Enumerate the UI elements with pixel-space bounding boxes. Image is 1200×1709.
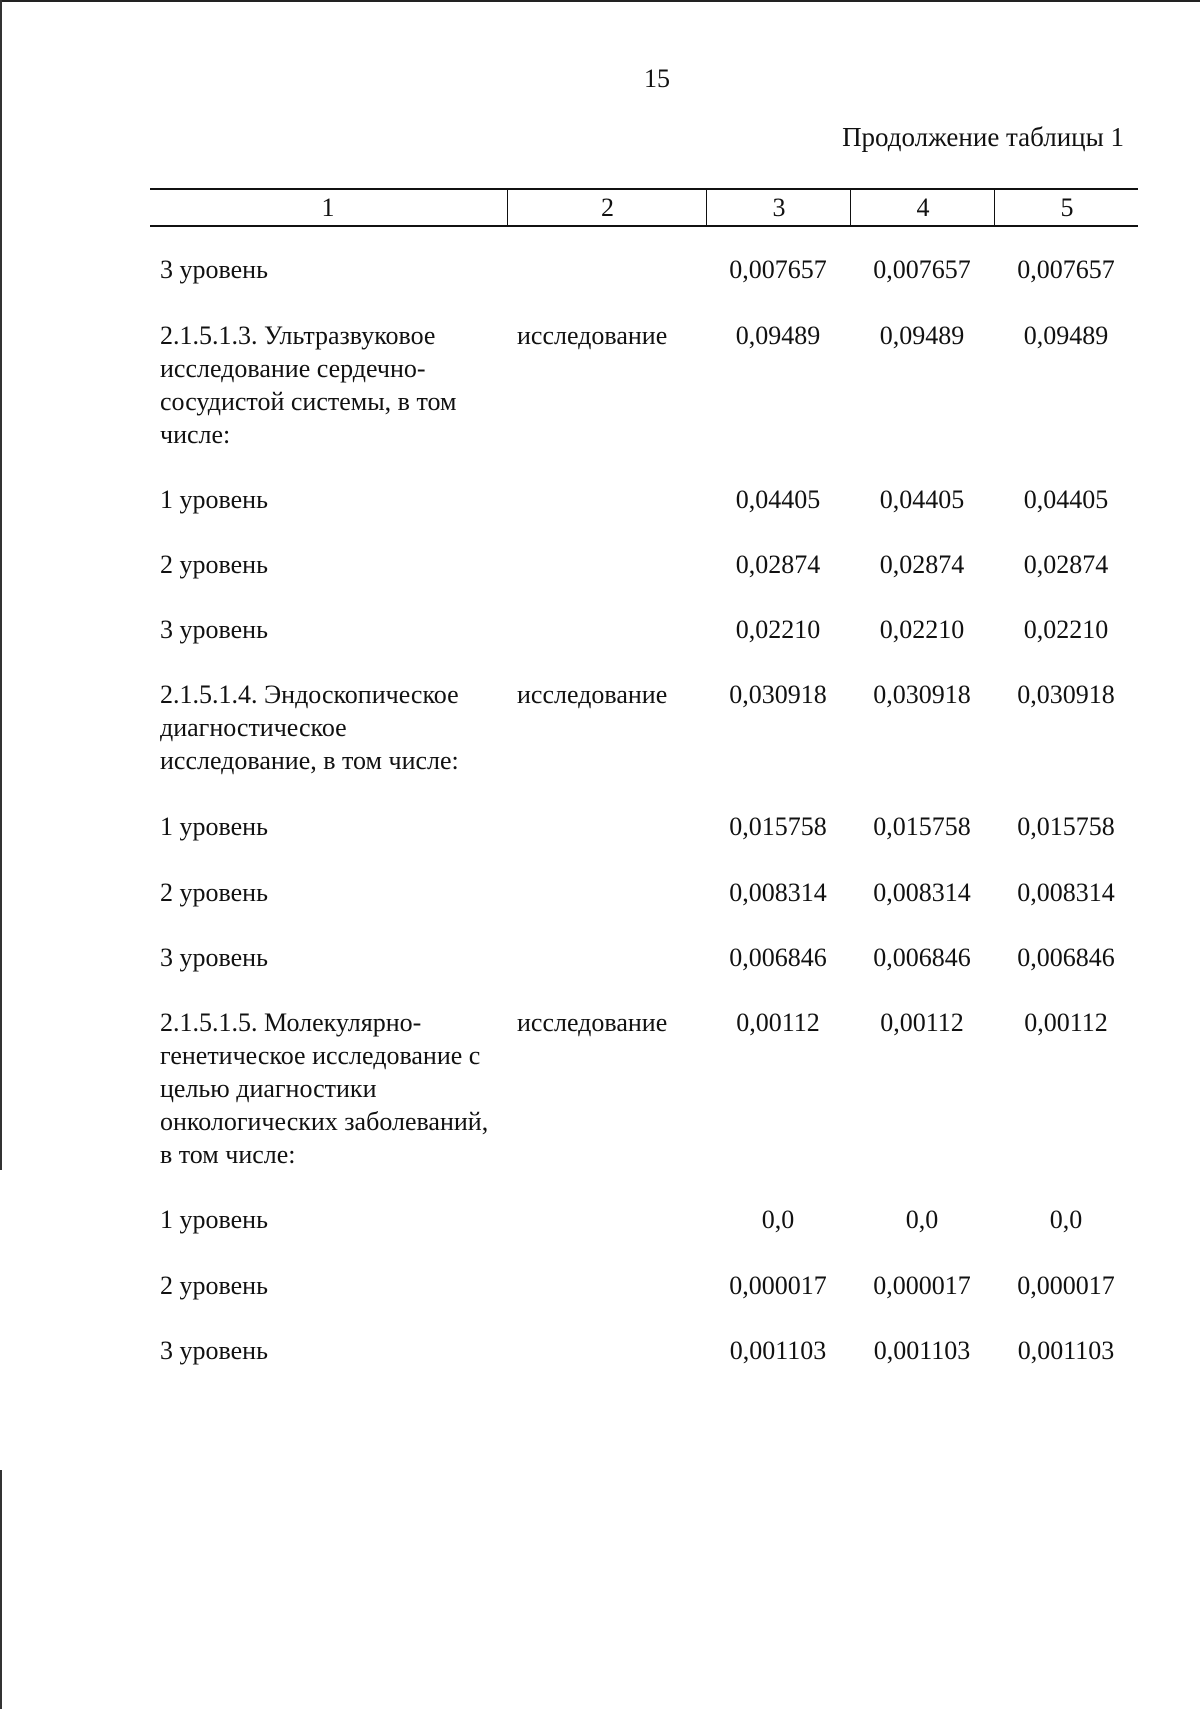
row-value-col4: 0,006846 [873, 943, 971, 972]
row-name: 1 уровень [160, 485, 268, 514]
row-value-col3: 0,02874 [735, 550, 821, 579]
row-unit: исследование [517, 680, 668, 709]
row-name: 1 уровень [160, 812, 268, 841]
row-value-col5: 0,00112 [1024, 1008, 1108, 1037]
page-number: 15 [644, 64, 670, 93]
row-value-col4: 0,02210 [879, 615, 965, 644]
row-value-col4: 0,00112 [880, 1008, 964, 1037]
row-name: 3 уровень [160, 255, 268, 284]
header-col-3: 3 [706, 190, 851, 225]
row-value-col4: 0,09489 [879, 321, 965, 350]
row-value-col4: 0,04405 [879, 485, 965, 514]
row-value-col5: 0,09489 [1023, 321, 1109, 350]
row-value-col3: 0,02210 [735, 615, 821, 644]
row-value-col5: 0,02874 [1023, 550, 1109, 579]
row-value-col5: 0,007657 [1017, 255, 1115, 284]
row-value-col3: 0,0 [761, 1205, 795, 1234]
row-value-col3: 0,008314 [729, 878, 827, 907]
scan-edge-top [0, 0, 1200, 2]
row-name: 3 уровень [160, 943, 268, 972]
row-value-col5: 0,001103 [1017, 1336, 1115, 1365]
row-value-col3: 0,001103 [729, 1336, 827, 1365]
row-value-col4: 0,02874 [879, 550, 965, 579]
header-col-1: 1 [321, 193, 335, 222]
row-name: 2.1.5.1.4. Эндоскопическое диагностическое исследование, в том числе: [160, 680, 459, 775]
row-name: 3 уровень [160, 615, 268, 644]
row-name: 2.1.5.1.5. Молекулярно-генетическое исследование с целью диагностики онкологических заболеваний, в том числе: [160, 1008, 489, 1169]
row-value-col4: 0,015758 [873, 812, 971, 841]
scan-edge-gap [0, 1170, 3, 1470]
row-value-col4: 0,007657 [873, 255, 971, 284]
row-value-col3: 0,015758 [729, 812, 827, 841]
row-value-col3: 0,09489 [735, 321, 821, 350]
row-value-col5: 0,0 [1049, 1205, 1083, 1234]
row-value-col4: 0,001103 [873, 1336, 971, 1365]
table-header [150, 188, 1138, 227]
header-col-4: 4 [850, 190, 995, 225]
row-value-col4: 0,008314 [873, 878, 971, 907]
header-col-5: 5 [994, 190, 1139, 225]
row-value-col4: 0,0 [905, 1205, 939, 1234]
row-value-col5: 0,015758 [1017, 812, 1115, 841]
row-value-col5: 0,04405 [1023, 485, 1109, 514]
row-value-col5: 0,02210 [1023, 615, 1109, 644]
row-value-col3: 0,030918 [729, 680, 827, 709]
row-name: 1 уровень [160, 1205, 268, 1234]
table-continuation-label: Продолжение таблицы 1 [842, 122, 1124, 152]
row-value-col5: 0,030918 [1017, 680, 1115, 709]
row-value-col3: 0,04405 [735, 485, 821, 514]
row-value-col4: 0,030918 [873, 680, 971, 709]
row-name: 2.1.5.1.3. Ультразвуковое исследование сердечно-сосудистой системы, в том числе: [160, 321, 457, 449]
header-col-2: 2 [507, 190, 707, 225]
row-value-col3: 0,007657 [729, 255, 827, 284]
row-value-col3: 0,000017 [729, 1271, 827, 1300]
row-unit: исследование [517, 1008, 668, 1037]
row-unit: исследование [517, 321, 668, 350]
row-value-col5: 0,006846 [1017, 943, 1115, 972]
row-name: 2 уровень [160, 878, 268, 907]
row-value-col3: 0,00112 [736, 1008, 820, 1037]
row-value-col3: 0,006846 [729, 943, 827, 972]
row-name: 2 уровень [160, 1271, 268, 1300]
row-name: 2 уровень [160, 550, 268, 579]
row-name: 3 уровень [160, 1336, 268, 1365]
row-value-col5: 0,000017 [1017, 1271, 1115, 1300]
row-value-col5: 0,008314 [1017, 878, 1115, 907]
row-value-col4: 0,000017 [873, 1271, 971, 1300]
